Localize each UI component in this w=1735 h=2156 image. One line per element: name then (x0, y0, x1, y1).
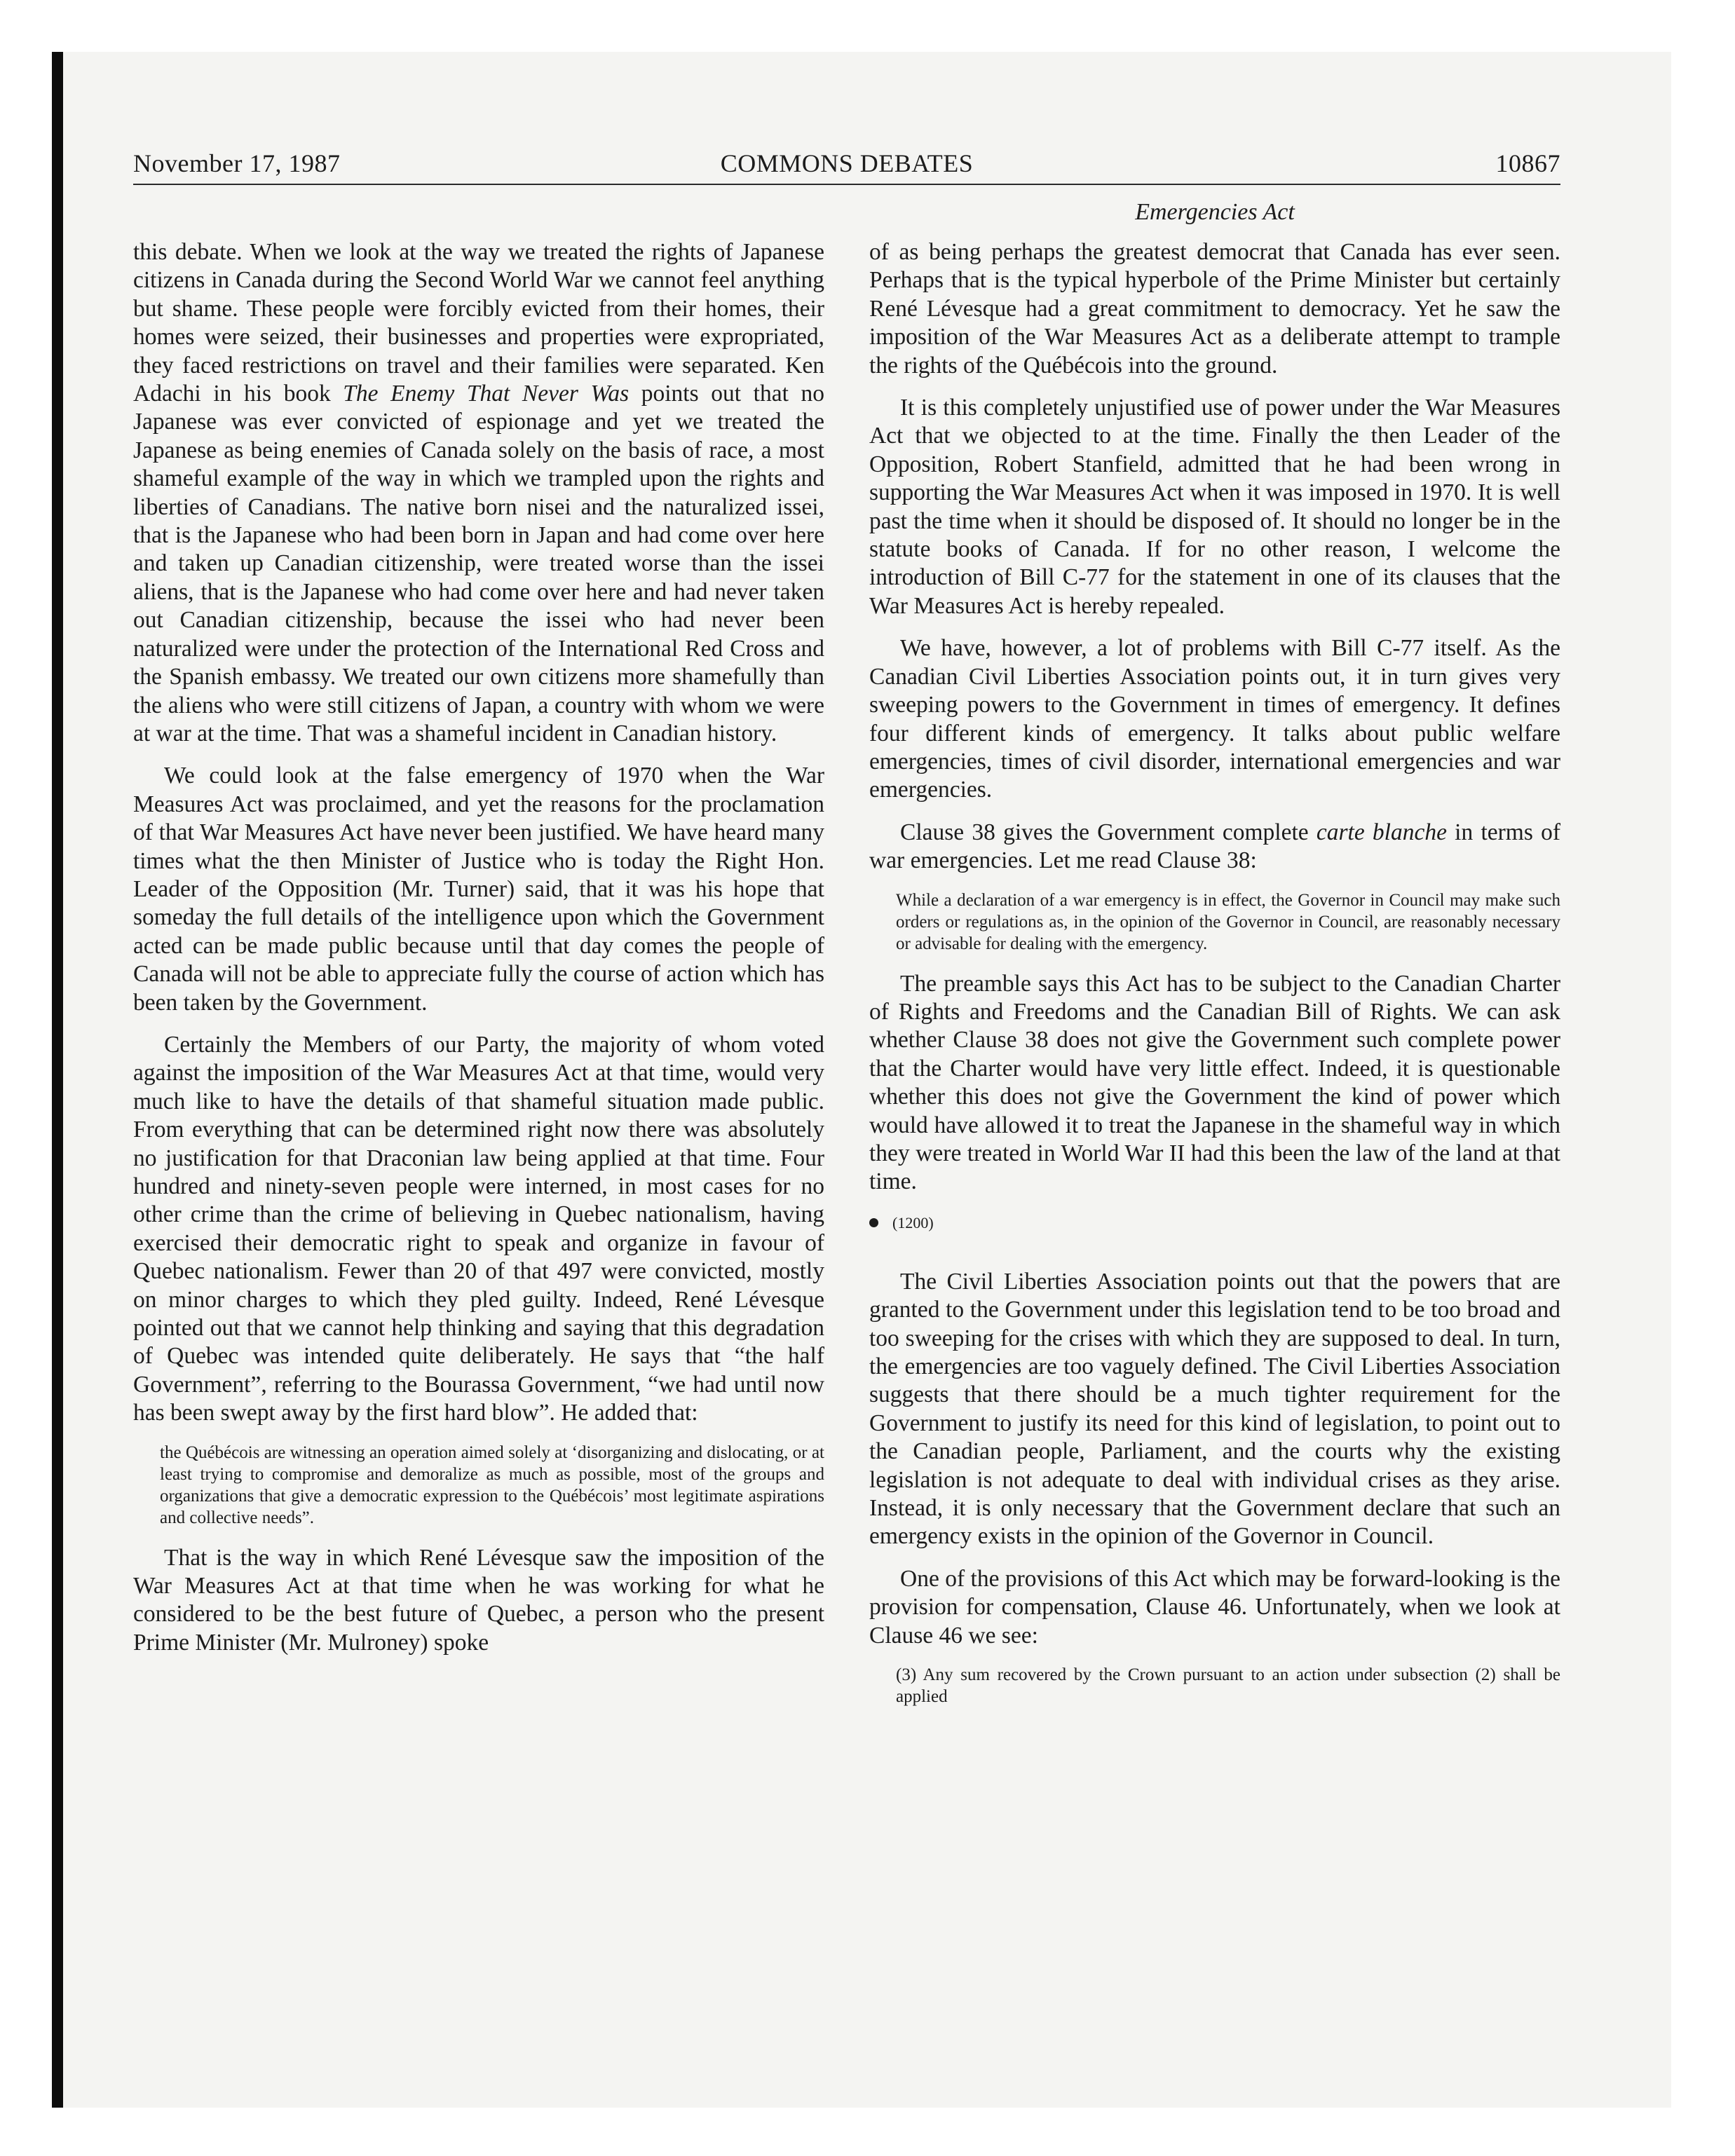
text-run: in terms of war emergencies. Let me read Clause 38: (869, 819, 1561, 874)
left-column (133, 238, 824, 1671)
right-column (869, 238, 1560, 1723)
running-head (133, 149, 1560, 184)
paragraph: The preamble says this Act has to be subject to the Canadian Charter of Rights and Freedoms and the Canadian Bill of Rights. We can ask whether Clause 38 does not give the Government such complete power that the Charter would have very little effect. Indeed, it is questionable whether this does not give the Government the kind of power which would have allowed it to treat the Japanese in the shameful way in which they were treated in World War II had this been the law of the land at that time. (869, 970, 1560, 1195)
scan-edge (52, 52, 63, 2108)
block-quote: While a declaration of a war emergency is in effect, the Governor in Council may make such orders or regulations as, in the opinion of the Governor in Council, are reasonably necessary or advisable for dealing with the emergency. (896, 890, 1560, 953)
book-title: The Enemy That Never Was (343, 381, 630, 407)
emphasis: carte blanche (1316, 819, 1447, 845)
paragraph: The Civil Liberties Association points out that the powers that are granted to the Government under this legislation tend to be too broad and too sweeping for the crises with which they are supposed to deal. In turn, the emergencies are too vaguely defined. The Civil Liberties Association suggests that there should be a much tighter requirement for the Government to justify its need for this kind of legislation, to point out to the Canadian people, Parliament, and the courts why the existing legislation is not adequate to deal with individual crises as they arise. Instead, it is only necessary that the Government declare that such an emergency exists in the opinion of the Governor in Council. (869, 1268, 1560, 1550)
time-marker (869, 1210, 1560, 1236)
paragraph (133, 238, 824, 748)
paragraph: It is this completely unjustified use of power under the War Measures Act that we objected to at the time. Finally the then Leader of the Opposition, Robert Stanfield, admitted that he had been wrong in supporting the War Measures Act when it was imposed in 1970. It is well past the time when it should be disposed of. It should no longer be in the statute books of Canada. If for no other reason, I welcome the introduction of Bill C-77 for the statement in one of its clauses that the War Measures Act is hereby repealed. (869, 395, 1560, 619)
header-publication: COMMONS DEBATES (720, 149, 974, 177)
header-rule (133, 184, 1560, 185)
text-run: Clause 38 gives the Government complete (900, 819, 1316, 845)
paragraph: One of the provisions of this Act which may be forward-looking is the provision for compensation, Clause 46. Unfortunately, when we look at Clause 46 we see: (869, 1565, 1560, 1649)
section-title: Emergencies Act (1135, 199, 1295, 225)
paragraph: We could look at the false emergency of 1970 when the War Measures Act was proclaimed, and yet the reasons for the proclamation of that War Measures Act have never been justified. We have heard many times what the then Minister of Justice who is today the Right Hon. Leader of the Opposition (Mr. Turner) said, that it was his hope that someday the full details of the intelligence upon which the Government acted can be made public because until that day comes the people of Canada will not be able to appreciate fully the course of action which has been taken by the Government. (133, 763, 824, 1016)
text-run: points out that no Japanese was ever convicted of espionage and yet we treated the Japanese as being enemies of Canada solely on the basis of race, a most shameful example of the way in which we trampled upon the rights and liberties of Canadians. The native born nisei and the naturalized issei, that is the Japanese who had been born in Japan and had come over here and taken up Canadian citizenship, were treated worse than the issei aliens, that is the Japanese who had come over here and had never taken out Canadian citizenship, because the issei who had never been naturalized were under the protection of the International Red Cross and the Spanish embassy. We treated our own citizens more shamefully than the aliens who were still citizens of Japan, a country with whom we were at war at the time. That was a shameful incident in Canadian history. (133, 381, 824, 746)
paragraph: That is the way in which René Lévesque saw the imposition of the War Measures Act at that time when he was working for what he considered to be the best future of Quebec, a person who the present Prime Minister (Mr. Mulroney) spoke (133, 1544, 824, 1656)
paragraph: We have, however, a lot of problems with Bill C-77 itself. As the Canadian Civil Liberties Association points out, it in turn gives very sweeping powers to the Government in times of emergency. It defines four different kinds of emergency. It talks about public welfare emergencies, times of civil disorder, international emergencies and war emergencies. (869, 635, 1560, 803)
text-run: this debate. When we look at the way we treated the rights of Japanese citizens in Canada during the Second World War we cannot feel anything but shame. These people were forcibly evicted from their homes, their homes were seized, their businesses and properties were expropriated, they faced restrictions on travel and their families were separated. Ken Adachi in his book (133, 239, 824, 407)
block-quote: the Québécois are witnessing an operation aimed solely at ‘disorganizing and dislocating, or at least trying to compromise and demoralize as much as possible, most of the groups and organizations that give a democratic expression to the Québécois’ most legitimate aspirations and collective needs”. (160, 1442, 824, 1527)
header-page-number: 10867 (1495, 149, 1560, 177)
block-quote: (3) Any sum recovered by the Crown pursuant to an action under subsection (2) shall be applied (896, 1665, 1560, 1707)
time-marker-text: (1200) (892, 1213, 934, 1231)
paragraph: Certainly the Members of our Party, the majority of whom voted against the imposition of the War Measures Act at that time, would very much like to have the details of that shameful situation made public. From everything that can be determined right now there was absolutely no justification for that Draconian law being applied at that time. Four hundred and ninety-seven people were interned, in most cases for no other crime than the crime of believing in Quebec nationalism, having exercised their democratic right to speak and organize in favour of Quebec nationalism. Fewer than 20 of that 497 were convicted, mostly on minor charges to which they pled guilty. Indeed, René Lévesque pointed out that we cannot help thinking and saying that this degradation of Quebec was intended quite deliberately. He says that “the half Government”, referring to the Bourassa Government, “we had until now has been swept away by the first hard blow”. He added that: (133, 1031, 824, 1426)
header-date: November 17, 1987 (133, 149, 341, 177)
paragraph (869, 819, 1560, 875)
paragraph: of as being perhaps the greatest democrat that Canada has ever seen. Perhaps that is the typical hyperbole of the Prime Minister but certainly René Lévesque had a great commitment to democracy. Yet he saw the imposition of the War Measures Act as a deliberate attempt to trample the rights of the Québécois into the ground. (869, 239, 1560, 378)
bullet-icon (869, 1218, 878, 1227)
